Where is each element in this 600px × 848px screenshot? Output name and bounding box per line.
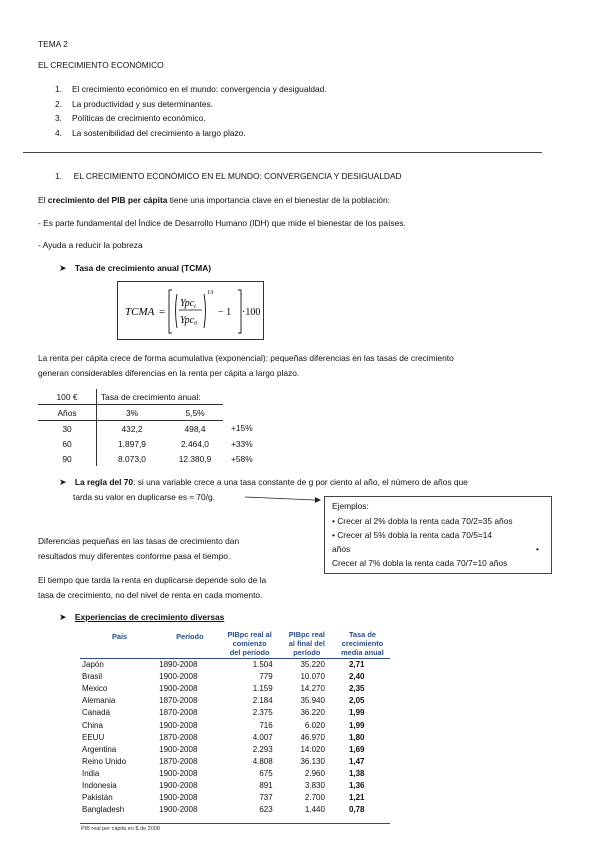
table-footnote: PIB real per cápita en $ de 2008 — [81, 826, 160, 832]
country-cell: Japón — [82, 660, 104, 670]
table-row — [80, 755, 390, 767]
value-cell: 8.073,0 — [118, 453, 146, 464]
country-cell: Argentina — [82, 744, 117, 754]
end-cell: 35.220 — [300, 660, 325, 670]
years-cell: 60 — [38, 436, 97, 451]
experiencias-heading — [59, 612, 224, 623]
rate-cell: 1,69 — [348, 744, 365, 754]
years-cell: 90 — [38, 451, 97, 466]
rate-cell: 0,78 — [348, 805, 365, 815]
start-cell: 891 — [259, 780, 273, 790]
bullet-pobreza: - Ayuda a reducir la pobreza — [38, 240, 143, 250]
table-bottom-rule — [80, 823, 390, 824]
column-header: PIBpc real al final del período — [288, 629, 325, 657]
formula-numerator: Ypc — [180, 298, 195, 309]
table-row — [80, 695, 390, 707]
end-cell: 36.220 — [300, 708, 325, 718]
toc-text: Políticas de crecimiento económico. — [72, 113, 206, 123]
bullet-idh: - Es parte fundamental del Índice de Desarrollo Humano (IDH) que mide el bienestar de los países. — [38, 218, 406, 228]
example-3: Crecer al 7% dobla la renta cada 70/7=10 años — [332, 558, 508, 568]
rate-cell: 2,40 — [348, 672, 365, 682]
examples-box — [324, 496, 552, 574]
toc-text: La sostenibilidad del crecimiento a largo plazo. — [72, 127, 246, 138]
rate-cell: 2,71 — [348, 660, 365, 670]
start-cell: 623 — [259, 805, 273, 815]
rule70-bold: La regla del 70 — [74, 477, 134, 487]
table-row — [38, 421, 263, 437]
corner-bottom: Años — [38, 405, 97, 421]
table-row — [80, 792, 390, 804]
start-cell: 1.504 — [252, 660, 273, 670]
toc-number: 3. — [55, 113, 62, 123]
rate-cell: 1,80 — [348, 732, 365, 742]
period-cell: 1900-2008 — [159, 780, 198, 790]
rate-cell: 1,36 — [348, 780, 365, 790]
arrow-bullet-icon: ➤ — [59, 263, 67, 273]
country-cell: EEUU — [82, 732, 105, 742]
section-title: EL CRECIMIENTO ECONÓMICO EN EL MUNDO: CONVERGENCIA Y DESIGUALDAD — [73, 171, 402, 181]
document-title: EL CRECIMIENTO ECONÓMICO — [38, 60, 164, 70]
end-cell: 14.020 — [300, 744, 325, 754]
table-row — [80, 804, 390, 816]
country-cell: China — [82, 720, 103, 730]
country-growth-table — [80, 625, 390, 816]
end-cell: 10.070 — [300, 672, 325, 682]
end-cell: 36.130 — [300, 756, 325, 766]
country-cell: Reino Unido — [82, 756, 127, 766]
diff-line-1: Diferencias pequeñas en las tasas de crecimiento dan — [38, 536, 240, 546]
rate-cell: 1,21 — [348, 793, 365, 803]
end-cell: 46.970 — [300, 732, 325, 742]
end-cell: 6.020 — [304, 720, 325, 730]
svg-text:Ypc0: Ypc$_0$ — [180, 315, 198, 327]
toc-item — [55, 113, 327, 128]
start-cell: 779 — [259, 672, 273, 682]
rate-cell: 1,99 — [348, 720, 365, 730]
rate-cell: 1,99 — [348, 708, 365, 718]
rate-cell: 2,35 — [348, 684, 365, 694]
toc-text: El crecimiento económico en el mundo: convergencia y desigualdad. — [72, 84, 327, 94]
diff-cell: +58% — [231, 453, 253, 464]
column-header: PIBpc real al comienzo del período — [227, 629, 272, 657]
country-cell: Brasil — [82, 672, 103, 682]
start-cell: 2.293 — [252, 744, 273, 754]
renta-line-2: generan considerables diferencias en la renta per cápita a largo plazo. — [38, 368, 300, 378]
rate-cell: 1,47 — [348, 756, 365, 766]
table-row — [80, 658, 390, 671]
svg-text:Ypct: Ypc$_t$ — [180, 298, 196, 310]
toc-number: 4. — [55, 127, 62, 138]
end-cell: 2.700 — [304, 793, 325, 803]
table-row — [80, 671, 390, 683]
growth-table — [38, 389, 263, 466]
toc-text: La productividad y sus determinantes. — [72, 98, 214, 109]
diff-cell: +15% — [231, 423, 253, 434]
period-cell: 1870-2008 — [159, 732, 198, 742]
value-cell: 498,4 — [184, 423, 206, 434]
period-cell: 1900-2008 — [159, 672, 198, 682]
start-cell: 737 — [259, 793, 273, 803]
start-cell: 2.375 — [252, 708, 273, 718]
intro-paragraph: El crecimiento del PIB per cápita tiene una importancia clave en el bienestar de la población: — [38, 195, 390, 205]
value-cell: 2.464,0 — [181, 438, 209, 449]
period-cell: 1900-2008 — [159, 744, 198, 754]
country-cell: Mexico — [82, 684, 108, 694]
tcma-formula — [117, 281, 264, 340]
rate-col: 3% — [97, 405, 168, 421]
tcma-heading — [59, 263, 211, 274]
table-row — [38, 451, 263, 466]
country-cell: Pakistán — [82, 793, 113, 803]
rate-col: 5,5% — [167, 405, 223, 421]
rule70-line-2: tarda su valor en duplicarse es ≈ 70/g. — [73, 492, 215, 502]
arrow-bullet-icon: ➤ — [59, 612, 67, 622]
section-heading — [55, 171, 402, 181]
renta-line-1: La renta per cápita crece de forma acumulativa (exponencial): pequeñas diferencias en las tasas de crecimiento — [38, 353, 454, 363]
value-cell: 12.380,9 — [178, 453, 212, 464]
start-cell: 4.808 — [252, 756, 273, 766]
start-cell: 716 — [259, 720, 273, 730]
example-3-bullet: • — [536, 544, 539, 554]
end-cell: 3.830 — [304, 780, 325, 790]
start-cell: 4.007 — [252, 732, 273, 742]
table-of-contents — [55, 84, 327, 142]
rule70-line-1: ➤ La regla del 70: si una variable crece a una tasa constante de g por ciento al año, el número de años que — [59, 477, 468, 487]
diff-cell: +33% — [231, 438, 253, 449]
experiencias-heading-text: Experiencias de crecimiento diversas — [74, 612, 225, 622]
examples-title: Ejemplos: — [332, 501, 369, 511]
end-cell: 2.960 — [304, 768, 325, 778]
toc-item — [55, 84, 327, 99]
formula-eq: = — [159, 306, 166, 318]
diff-line-2: resultados muy diferentes conforme pasa el tiempo. — [38, 551, 231, 561]
country-cell: Canadá — [82, 708, 111, 718]
start-cell: 1.159 — [252, 684, 273, 694]
rate-cell: 1,38 — [348, 768, 365, 778]
corner-top: 100 € — [38, 389, 97, 405]
period-cell: 1900-2008 — [159, 684, 198, 694]
years-cell: 30 — [38, 421, 97, 437]
value-cell: 1.897,9 — [118, 438, 146, 449]
section-divider — [23, 152, 542, 153]
example-1: • Crecer al 2% dobla la renta cada 70/2=35 años — [332, 516, 513, 526]
period-cell: 1870-2008 — [159, 696, 198, 706]
column-header: País — [111, 632, 128, 642]
tiempo-line-1: El tiempo que tarda la renta en duplicarse depende solo de la — [38, 575, 267, 585]
period-cell: 1900-2008 — [159, 805, 198, 815]
table-row — [80, 683, 390, 695]
country-cell: India — [82, 768, 100, 778]
example-2: • Crecer al 5% dobla la renta cada 70/5=14 — [332, 530, 493, 540]
formula-denominator: Ypc — [180, 315, 195, 326]
period-cell: 1890-2008 — [159, 660, 198, 670]
toc-item — [55, 99, 327, 114]
formula-minus-one: − 1 — [218, 307, 232, 318]
table-row — [80, 731, 390, 743]
rate-cell: 2,05 — [348, 696, 365, 706]
arrow-connector — [243, 491, 323, 505]
tcma-heading-text: Tasa de crecimiento anual (TCMA) — [74, 263, 212, 273]
period-cell: 1900-2008 — [159, 768, 198, 778]
country-cell: Alemania — [82, 696, 116, 706]
start-cell: 675 — [259, 768, 273, 778]
country-cell: Indonesia — [82, 780, 117, 790]
formula-svg — [118, 282, 263, 339]
formula-lhs: TCMA — [125, 306, 155, 318]
intro-bold: crecimiento del PIB per cápita — [47, 195, 168, 205]
period-cell: 1900-2008 — [159, 793, 198, 803]
table-row — [80, 779, 390, 791]
rate-header: Tasa de crecimiento anual: — [97, 389, 224, 405]
table-row — [80, 707, 390, 719]
end-cell: 14.270 — [300, 684, 325, 694]
period-cell: 1900-2008 — [159, 720, 198, 730]
end-cell: 1.440 — [304, 805, 325, 815]
table-row — [80, 743, 390, 755]
tiempo-line-2: tasa de crecimiento, no del nivel de renta en cada momento. — [38, 590, 263, 600]
example-2-cont: años — [332, 544, 351, 554]
table-row — [38, 436, 263, 451]
tema-heading: TEMA 2 — [38, 39, 68, 49]
end-cell: 35.940 — [300, 696, 325, 706]
value-cell: 432,2 — [121, 423, 143, 434]
toc-number: 2. — [55, 98, 62, 109]
start-cell: 2.184 — [252, 696, 273, 706]
formula-times: ·100 — [242, 307, 261, 318]
column-header: Período — [176, 632, 204, 642]
period-cell: 1870-2008 — [159, 756, 198, 766]
arrow-bullet-icon: ➤ — [59, 477, 67, 487]
period-cell: 1870-2008 — [159, 708, 198, 718]
section-number: 1. — [55, 171, 62, 181]
table-row — [80, 719, 390, 731]
toc-number: 1. — [55, 84, 62, 94]
table-row — [80, 767, 390, 779]
formula-exponent: 1/t — [207, 290, 214, 296]
toc-item — [55, 128, 327, 143]
column-header: Tasa de crecimiento media anual — [341, 629, 384, 657]
country-cell: Bangladesh — [82, 805, 125, 815]
